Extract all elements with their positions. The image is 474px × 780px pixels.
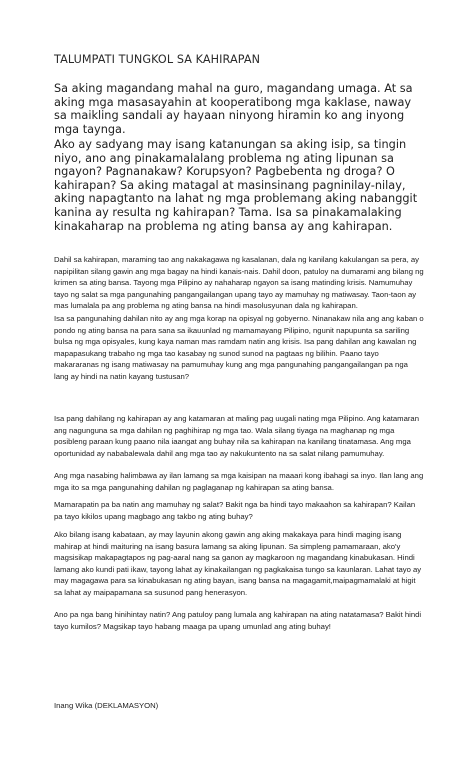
- body-paragraph-7: Ano pa nga bang hinihintay natin? Ang patuloy pang lumala ang kahirapan na ating natatamasa? Bakit hindi tayo kumilos? Magsikap tayo habang maaga pa upang umunlad ang ating buhay!: [54, 610, 422, 631]
- body-paragraph-2: Isa sa pangunahing dahilan nito ay ang mga korap na opisyal ng gobyerno. Ninanakaw nila ang ang kaban o pondo ng ating bansa na para sana sa ikauunlad ng mamamayang Pilipino, ngunit napupunta sa sariling bulsa ng mga opisyales, kung kaya naman mas ramdam natin ang krisis. Isa pang dahilan ang kawalan ng mapapasukang trabaho ng mga tao kasabay ng sunod sunod na pagtaas ng bilihin. Paano tayo makararanas ng isang matiwasay na pamumuhay kung ang mga pangunahing pangangailangan pa nga lang ay hindi na natin kayang tustusan?: [54, 314, 424, 381]
- question-paragraph: Ako ay sadyang may isang katanungan sa aking isip, sa tingin niyo, ano ang pinakamalalang problema ng ating lipunan sa ngayon? Pagnanakaw? Korupsyon? Pagbebenta ng droga? O kahirapan? Sa aking matagal at masinsinang pagninilay-nilay, aking napagtanto na lahat ng mga problemang aking nabanggit kanina ay resulta ng kahirapan? Tama. Isa sa pinakamalaking kinakaharap na problema ng ating bansa ay ang kahirapan.: [54, 138, 418, 233]
- body-paragraph-4: Ang mga nasabing halimbawa ay ilan lamang sa mga kaisipan na maaari kong ibahagi sa inyo. Ilan lang ang mga ito sa mga pangunahing dahilan ng paglaganap ng kahirapan sa ating bansa.: [54, 471, 424, 492]
- document-footer: Inang Wika (DEKLAMASYON): [54, 701, 159, 710]
- body-paragraph-6: Ako bilang isang kabataan, ay may layunin akong gawin ang aking makakaya para hindi maging isang mahirap at hindi maituring na isang basura lamang sa aking lipunan. Sa simpleng pamamaraan, ako'y magsisikap makapagtapos ng pag-aaral nang sa ganon ay magkaroon ng magandang kinabukasan. Hindi lamang ako kundi pati ikaw, tayong lahat ay kinakailangan ng pagkakaisa tungo sa kaunlaran. Lahat tayo ay may magagawa para sa kinabukasan ng ating bayan, isang bansa na magagamit,maipagmamalaki at higit sa lahat ay maipapamana sa susunod pang henerasyon.: [54, 530, 422, 597]
- body-paragraph-1: Dahil sa kahirapan, maraming tao ang nakakagawa ng kasalanan, dala ng kanilang kakulangan sa pera, ay napipilitan silang gawin ang mga bagay na hindi kanais-nais. Dahil doon, patuloy na dumarami ang bilang ng krimen sa ating bansa. Tayong mga Pilipino ay nahaharap ngayon sa isang matinding krisis. Namumuhay tayo ng salat sa mga pangunahing pangangailangan upang tayo ay mamuhay ng matiwasay. Taon-taon ay mas lumalala pa ang problema ng ating bansa na hindi masolusyunan dala ng kahirapan.: [54, 255, 424, 310]
- body-paragraph-5: Mamarapatin pa ba natin ang mamuhay ng salat? Bakit nga ba hindi tayo makaahon sa kahirapan? Kailan pa tayo kikilos upang magbago ang takbo ng ating buhay?: [54, 500, 416, 521]
- body-paragraph-3: Isa pang dahilang ng kahirapan ay ang katamaran at maling pag uugali nating mga Pilipino. Ang katamaran ang nagunguna sa mga dahilan ng paghihirap ng mga tao. Wala silang tiyaga na maghanap ng mga posibleng paraan kung paano nila iaangat ang buhay nila sa kahirapan na kanilang tinatamasa. Ang mga oportunidad ay nababalewala dahil ang mga tao ay nakukuntento na sa salat nilang pamumuhay.: [54, 414, 419, 458]
- intro-paragraph: Sa aking magandang mahal na guro, magandang umaga. At sa aking mga masasayahin at kooperatibong mga kaklase, naway sa maikling sandali ay hayaan ninyong hiramin ko ang inyong mga taynga.: [54, 82, 413, 136]
- document-title: TALUMPATI TUNGKOL SA KAHIRAPAN: [54, 53, 261, 66]
